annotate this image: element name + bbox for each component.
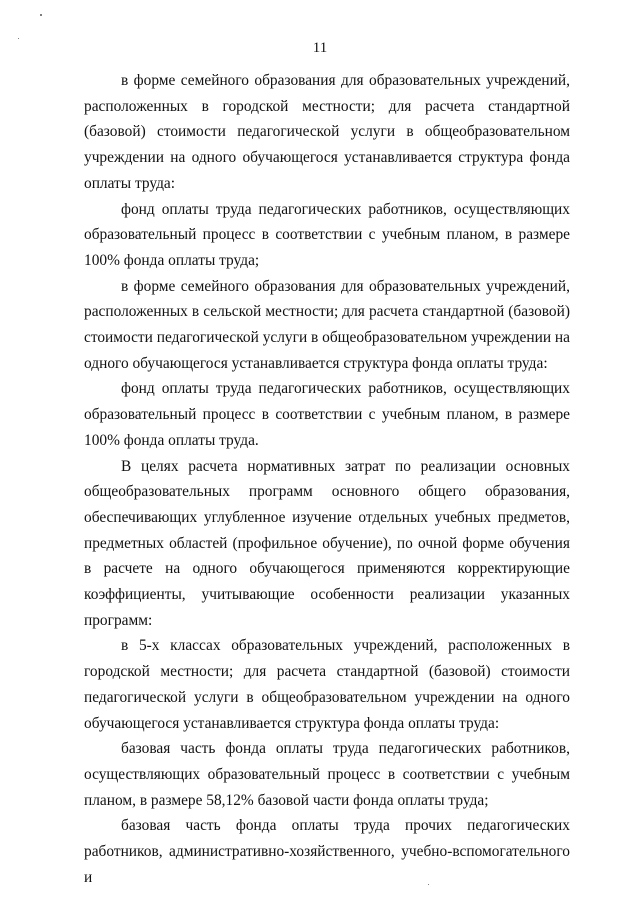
page-number: 11	[312, 40, 328, 56]
body-text	[84, 68, 570, 891]
paragraph-family-education-rural: в форме семейного образования для образовательных учреждений, расположенных в сельской местности; для расчета стандартной (базовой) стоимости педагогической услуги в общеобразовательном учреждении на одного обучающегося устанавливается структура фонда оплаты труда:	[84, 277, 570, 372]
paragraph-correction-coefficients: В целях расчета нормативных затрат по реализации основных общеобразовательных программ основного общего образования, обеспечивающих углубленное изучение отдельных учебных предметов, предметных областей (профильное обучение), по очной форме обучения в расчете на одного обучающегося применяются корректирующие коэффициенты, учитывающие особенности реализации указанных программ:	[84, 457, 570, 629]
paragraph-family-education-urban: в форме семейного образования для образовательных учреждений, расположенных в городской местности; для расчета стандартной (базовой) стоимости педагогической услуги в общеобразовательном учреждении на одного обучающегося устанавливается структура фонда оплаты труда:	[84, 72, 570, 192]
paragraph-base-payroll-other-staff: базовая часть фонда оплаты труда прочих педагогических работников, административно-хозяйственного, учебно-вспомогательного и	[84, 817, 570, 886]
paragraph-teacher-payroll-rural: фонд оплаты труда педагогических работников, осуществляющих образовательный процесс в соответствии с учебным планом, в размере 100% фонда оплаты труда.	[84, 380, 570, 449]
paragraph-base-payroll-teachers: базовая часть фонда оплаты труда педагогических работников, осуществляющих образовательный процесс в соответствии с учебным планом, в размере 58,12% базовой части фонда оплаты труда;	[84, 740, 570, 809]
paragraph-teacher-payroll-urban: фонд оплаты труда педагогических работников, осуществляющих образовательный процесс в соответствии с учебным планом, в размере 100% фонда оплаты труда;	[84, 200, 570, 269]
paragraph-grade-5-urban: в 5-х классах образовательных учреждений, расположенных в городской местности; для расчета стандартной (базовой) стоимости педагогической услуги в общеобразовательном учреждении на одного обучающегося устанавливается структура фонда оплаты труда:	[84, 637, 570, 732]
scan-speck	[40, 14, 42, 16]
